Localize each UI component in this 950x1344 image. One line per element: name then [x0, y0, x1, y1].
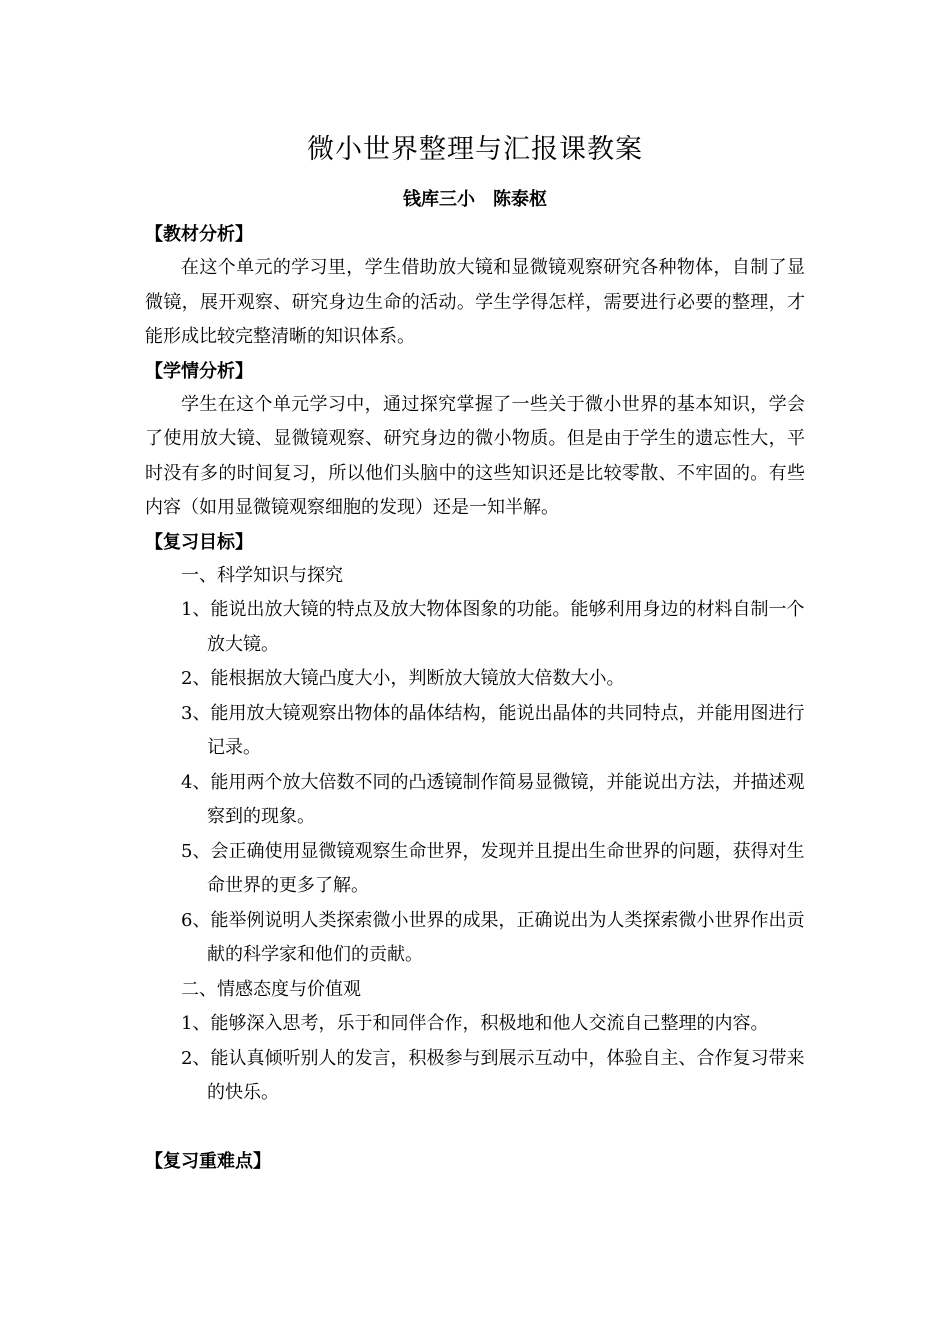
document-body — [145, 218, 805, 1178]
list-item: 3、能用放大镜观察出物体的晶体结构，能说出晶体的共同特点，并能用图进行记录。 — [181, 702, 805, 758]
blank-line — [145, 1111, 805, 1145]
section-heading-student-analysis: 【学情分析】 — [145, 360, 253, 382]
list-item: 2、能根据放大镜凸度大小，判断放大镜放大倍数大小。 — [181, 668, 625, 689]
section-heading-textbook-analysis: 【教材分析】 — [145, 224, 253, 245]
section-heading-review-goals: 【复习目标】 — [145, 531, 253, 553]
list-item: 4、能用两个放大倍数不同的凸透镜制作简易显微镜，并能说出方法，并描述观察到的现象。 — [181, 771, 805, 827]
document-title: 微小世界整理与汇报课教案 — [307, 134, 643, 165]
review-goals-part2-title: 二、情感态度与价值观 — [181, 978, 361, 1000]
list-item: 6、能举例说明人类探索微小世界的成果，正确说出为人类探索微小世界作出贡献的科学家和他们的贡献。 — [181, 909, 805, 965]
section-heading-key-points: 【复习重难点】 — [145, 1150, 271, 1172]
textbook-analysis-paragraph: 在这个单元的学习里，学生借助放大镜和显微镜观察研究各种物体，自制了显微镜，展开观察、研究身边生命的活动。学生学得怎样，需要进行必要的整理，才能形成比较完整清晰的知识体系。 — [145, 257, 805, 347]
student-analysis-paragraph: 学生在这个单元学习中，通过探究掌握了一些关于微小世界的基本知识，学会了使用放大镜、显微镜观察、研究身边的微小物质。但是由于学生的遗忘性大，平时没有多的时间复习，所以他们头脑中的这些知识还是比较零散、不牢固的。有些内容（如用显微镜观察细胞的发现）还是一知半解。 — [145, 393, 805, 518]
list-item: 1、能说出放大镜的特点及放大物体图象的功能。能够利用身边的材料自制一个放大镜。 — [181, 599, 805, 655]
document-author: 钱库三小 陈泰枢 — [403, 189, 547, 210]
list-item: 2、能认真倾听别人的发言，积极参与到展示互动中，体验自主、合作复习带来的快乐。 — [181, 1047, 805, 1103]
list-item: 5、会正确使用显微镜观察生命世界，发现并且提出生命世界的问题，获得对生命世界的更多了解。 — [181, 840, 805, 896]
list-item: 1、能够深入思考，乐于和同伴合作，积极地和他人交流自己整理的内容。 — [181, 1013, 769, 1034]
review-goals-part1-title: 一、科学知识与探究 — [181, 564, 343, 586]
